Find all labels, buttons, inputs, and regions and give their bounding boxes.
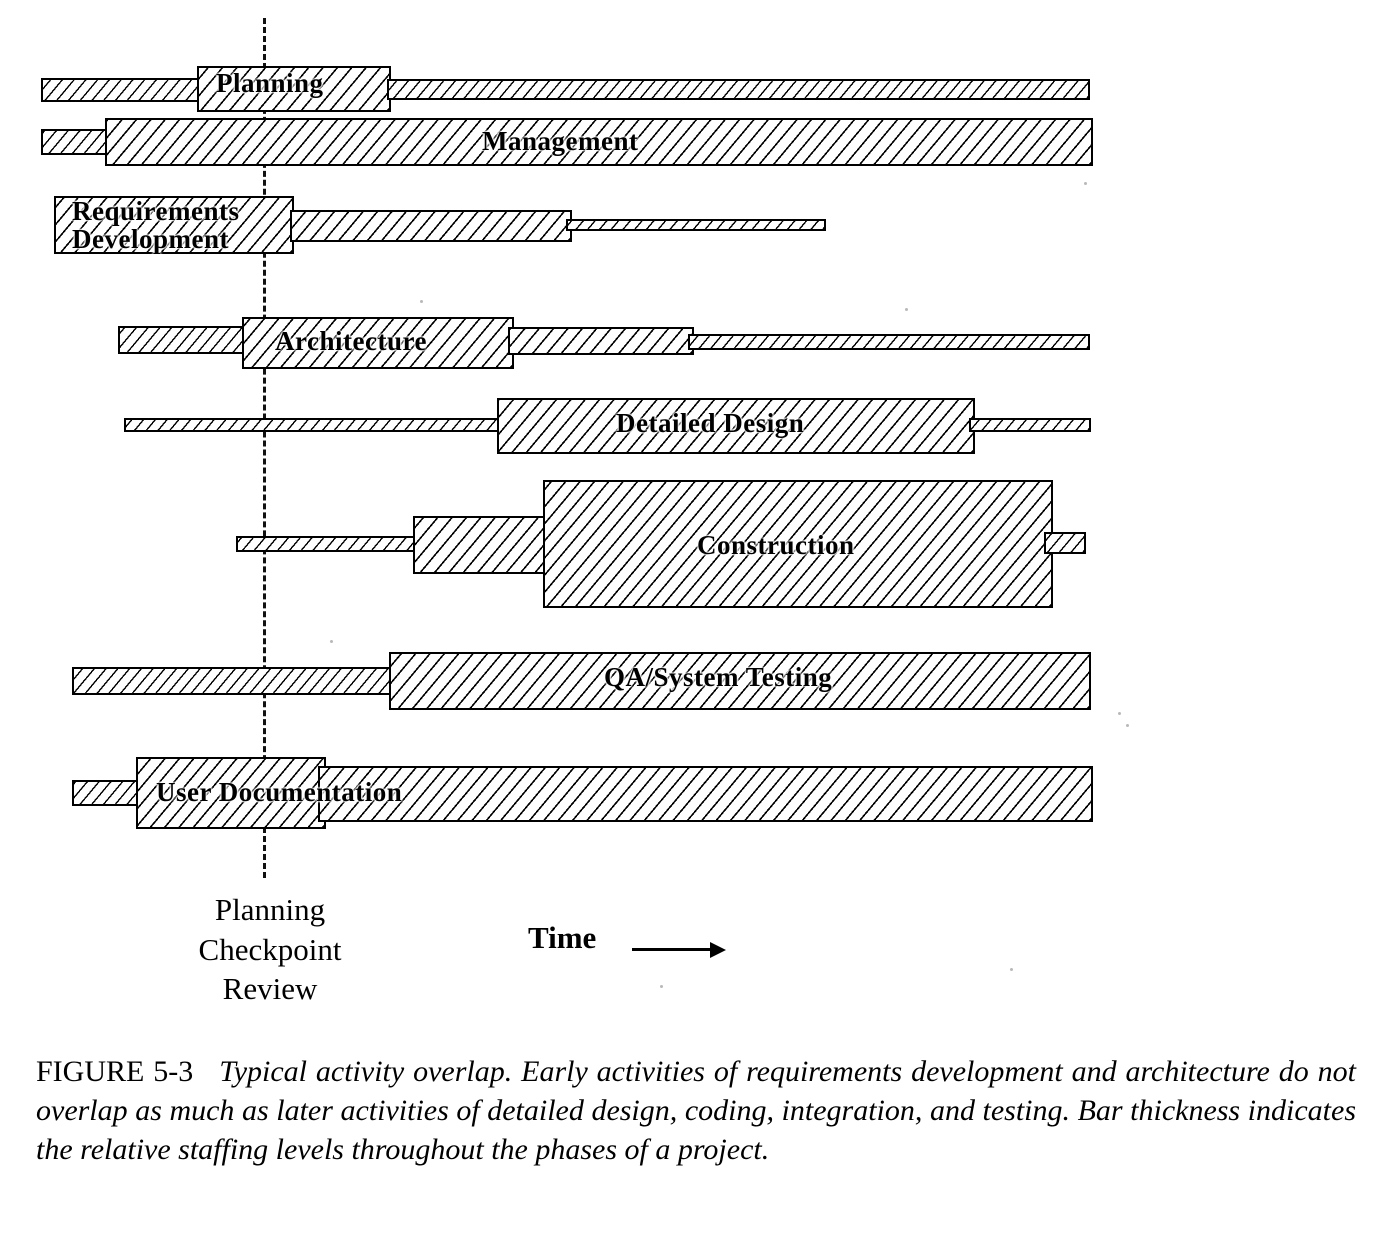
- activity-label-management: Management: [482, 126, 639, 156]
- bar-segment: [387, 79, 1090, 100]
- bar-segment: [290, 210, 572, 242]
- bar-segment: [688, 334, 1090, 350]
- scan-speck: [330, 640, 333, 643]
- time-axis-label: Time: [528, 920, 597, 955]
- bar-segment: [236, 536, 422, 552]
- label-line-1: Requirements: [72, 196, 240, 226]
- figure-caption: [36, 1052, 1356, 1169]
- activity-row-qa-system-testing: [0, 652, 1380, 714]
- activity-label-detailed-design: Detailed Design: [616, 408, 805, 438]
- bar-segment: [318, 766, 1093, 822]
- arrow-head: [710, 942, 726, 958]
- activity-row-construction: [0, 480, 1380, 610]
- activity-label-requirements-development: [72, 197, 240, 254]
- label-line-2: Development: [72, 224, 229, 255]
- bar-segment: [566, 219, 826, 231]
- activity-row-management: [0, 115, 1380, 167]
- scan-speck: [1118, 712, 1121, 715]
- planning-checkpoint-review-caption: [150, 890, 390, 1009]
- bar-segment: [124, 418, 502, 432]
- checkpoint-caption-line-2: Checkpoint: [198, 931, 342, 967]
- bar-segment: [72, 780, 142, 806]
- bar-segment: [413, 516, 553, 574]
- bar-segment: [41, 78, 201, 102]
- activity-label-user-documentation: User Documentation: [156, 777, 403, 807]
- bar-segment: [41, 129, 111, 155]
- scan-speck: [420, 300, 423, 303]
- activity-row-user-documentation: [0, 752, 1380, 834]
- activity-label-architecture: Architecture: [275, 326, 427, 356]
- figure-caption-text: Typical activity overlap. Early activities of requirements development and architecture do not overlap as much as later activities of detailed design, coding, integration, and testing. Bar thickness indicates the relative staffing levels throughout the phases of a project.: [36, 1055, 1356, 1166]
- bar-segment: [508, 327, 694, 355]
- arrow-shaft: [632, 948, 716, 951]
- checkpoint-caption-line-3: Review: [222, 971, 318, 1007]
- scan-speck: [660, 985, 663, 988]
- scan-speck: [1126, 724, 1129, 727]
- figure-number: FIGURE 5-3: [36, 1055, 194, 1088]
- activity-row-architecture: [0, 315, 1380, 377]
- bar-segment: [1044, 532, 1086, 554]
- bar-segment: [118, 326, 248, 354]
- bar-segment: [72, 667, 394, 695]
- activity-row-requirements-development: [0, 196, 1380, 260]
- right-arrow-icon: [632, 941, 732, 959]
- scan-speck: [1010, 968, 1013, 971]
- activity-label-planning: Planning: [216, 68, 324, 98]
- checkpoint-caption-line-1: Planning: [214, 892, 326, 927]
- activity-label-construction: Construction: [697, 530, 855, 560]
- scan-speck: [1084, 182, 1087, 185]
- activity-label-qa-system-testing: QA/System Testing: [604, 662, 833, 692]
- activity-row-detailed-design: [0, 392, 1380, 454]
- activity-row-planning: [0, 62, 1380, 108]
- bar-segment: [969, 418, 1091, 432]
- scan-speck: [905, 308, 908, 311]
